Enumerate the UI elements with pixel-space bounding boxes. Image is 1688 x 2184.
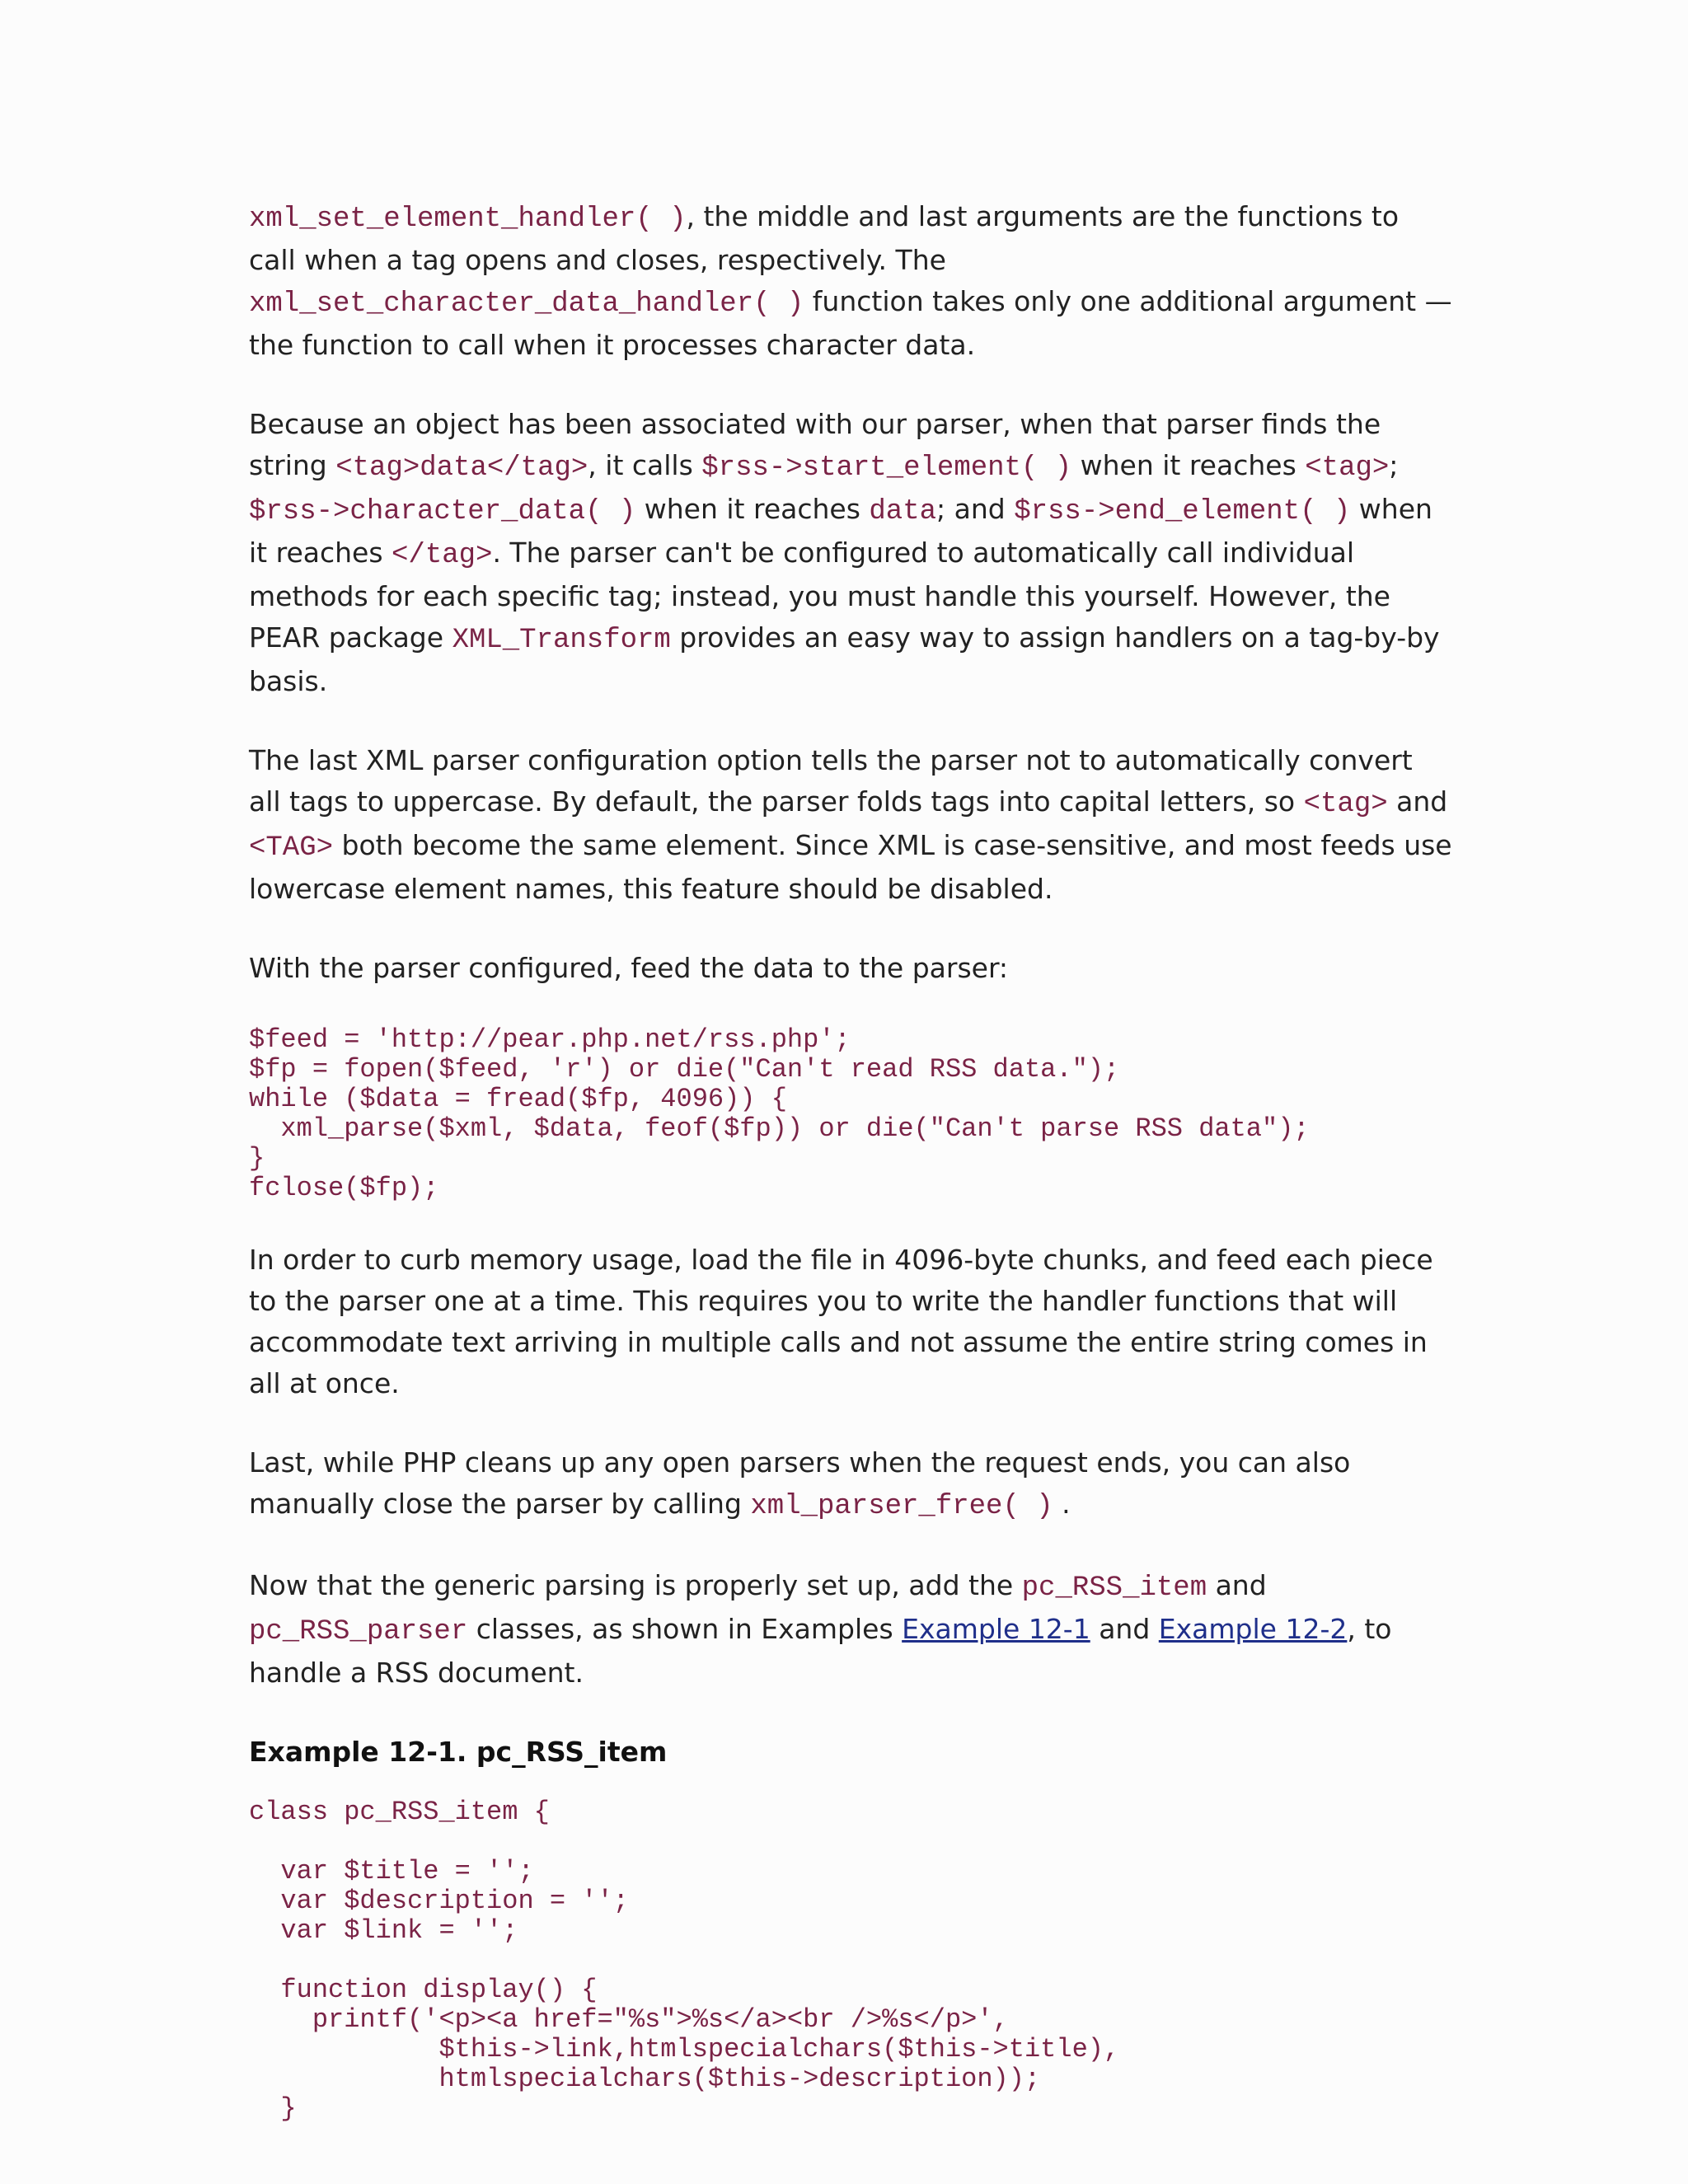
paragraph-text: . [1053,1488,1071,1520]
paragraph-text: , to handle a RSS document. [249,1613,1392,1689]
paragraph-text: ; and [936,493,1015,525]
code-block-feed: $feed = 'http://pear.php.net/rss.php'; $fp = fopen($feed, 'r') or die("Can't read RSS data."); while ($data = fread($fp, 4096)) { xml_parse($xml, $data, feof($fp)) or die("Can't parse RSS data"); } fclose($fp); [249,1024,1310,1203]
inline-code: pc_RSS_item [1021,1572,1207,1604]
paragraph-free-parser [249,1442,1452,1527]
document-page [249,196,1452,2124]
paragraph-text: function takes only one additional argument — the function to call when it processes character data. [249,285,1452,361]
inline-code: $rss->character_data( ) [249,496,636,527]
inline-code: data [869,496,937,527]
inline-code: <tag>data</tag> [335,452,588,484]
paragraph-text: ; [1389,449,1399,481]
paragraph-text: Last, while PHP cleans up any open parsers when the request ends, you can also manually close the parser by calling [249,1446,1351,1520]
paragraph-text: , it calls [588,449,702,481]
paragraph-text: and [1090,1613,1159,1645]
inline-code: $rss->end_element( ) [1014,496,1351,527]
paragraph-text: The last XML parser configuration option tells the parser not to automatically convert all tags to uppercase. By default, the parser folds tags into capital letters, so [249,744,1413,818]
paragraph-text: classes, as shown in Examples [467,1613,903,1645]
inline-code: xml_set_character_data_handler( ) [249,288,804,320]
paragraph-text: both become the same element. Since XML is case-sensitive, and most feeds use lowercase element names, this feature should be disabled. [249,829,1452,905]
paragraph-text: and [1387,785,1448,818]
paragraph-text: when it reaches [635,493,870,525]
paragraph-classes [249,1565,1452,1694]
example-heading: Example 12-1. pc_RSS_item [249,1736,668,1768]
inline-code: XML_Transform [452,625,671,656]
inline-code: xml_parser_free( ) [750,1491,1053,1522]
paragraph-text: when it reaches [1071,449,1306,481]
paragraph-case-folding [249,740,1452,910]
paragraph-handlers [249,196,1452,366]
paragraph-object-parser [249,404,1452,702]
code-block-class: class pc_RSS_item { var $title = ''; var $description = ''; var $link = ''; function display() { printf('<p><a href="%s">%s</a><br />%s</p>', $this->link,htmlspecialchars($this->title), htmlspecialchars($this->description)); } [249,1797,1120,2124]
paragraph-text: and [1207,1569,1267,1601]
paragraph-text: provides an easy way to assign handlers on a tag-by-by basis. [249,621,1440,697]
paragraph-text: Because an object has been associated with our parser, when that parser finds the string [249,408,1381,481]
inline-code: </tag> [392,540,493,571]
inline-code: <tag> [1305,452,1390,484]
paragraph-text: , the middle and last arguments are the functions to call when a tag opens and closes, respectively. The [249,200,1400,276]
inline-code: <tag> [1303,789,1388,820]
paragraph-feed-intro: With the parser configured, feed the data to the parser: [249,952,1009,984]
paragraph-text: . The parser can't be configured to automatically call individual methods for each specific tag; instead, you must handle this yourself. However, the PEAR package [249,537,1390,654]
paragraph-memory: In order to curb memory usage, load the file in 4096-byte chunks, and feed each piece to the parser one at a time. This requires you to write the handler functions that will accommodate text arriving in multiple calls and not assume the entire string comes in all at once. [249,1244,1433,1399]
example-12-2-link[interactable]: Example 12-2 [1158,1613,1348,1645]
example-12-1-link[interactable]: Example 12-1 [902,1613,1090,1645]
inline-code: xml_set_element_handler( ) [249,204,687,235]
paragraph-text: Now that the generic parsing is properly set up, add the [249,1569,1022,1601]
inline-code: pc_RSS_parser [249,1616,468,1647]
inline-code: <TAG> [249,832,334,864]
inline-code: $rss->start_element( ) [701,452,1072,484]
paragraph-text: when it reaches [249,493,1432,569]
